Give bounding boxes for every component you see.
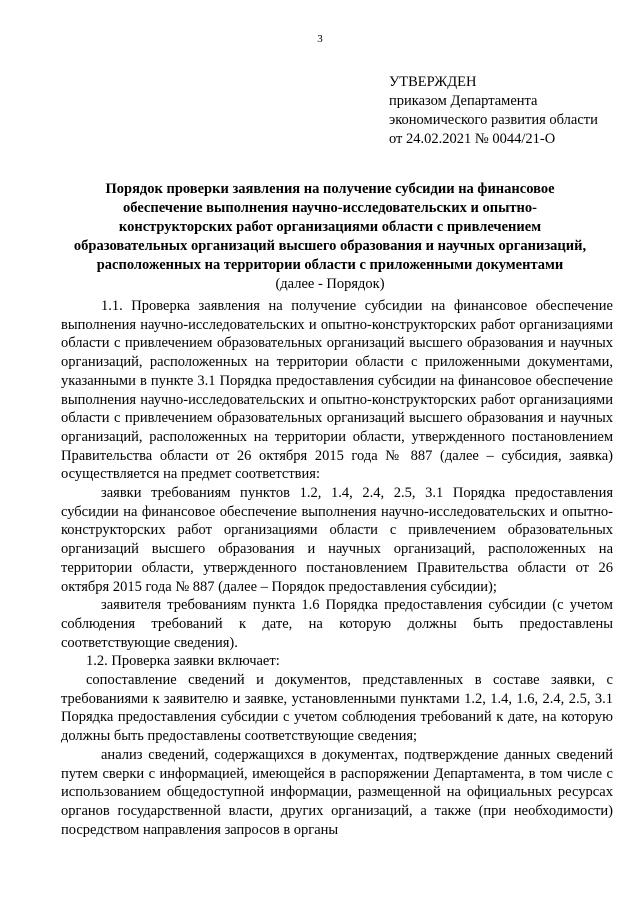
paragraph-comparison: сопоставление сведений и документов, представленных в составе заявки, с требованиями к заявителю и заявке, установленными пунктами 1.2, 1.4, 1.6, 2.4, 2.5, 3.1 Порядка предоставления субсидии с учетом соблюдения требований к дате, на которую должны быть предоставлены соответствующие сведения; xyxy=(61,672,613,745)
paragraph-applicant-requirements: заявителя требованиям пункта 1.6 Порядка предоставления субсидии (с учетом соблюдения требований к дате, на которую должны быть предоставлены соответствующие сведения). xyxy=(61,597,613,651)
approval-line: от 24.02.2021 № 0044/21-О xyxy=(389,131,556,147)
title-line: Порядок проверки заявления на получение субсидии на финансовое xyxy=(105,181,555,197)
paragraph-application-requirements: заявки требованиям пунктов 1.2, 1.4, 2.4, 2.5, 3.1 Порядка предоставления субсидии на финансовое обеспечение выполнения научно-исследовательских и опытно-конструкторских работ организациями области с привлечением образовательных организаций высшего образования и научных организаций, расположенных на территории области, утвержденного постановлением Правительства области от 26 октября 2015 года № 887 (далее – Порядок предоставления субсидии); xyxy=(61,485,613,595)
document-body xyxy=(61,297,613,839)
paragraph-analysis: анализ сведений, содержащихся в документах, подтверждение данных сведений путем сверки с информацией, имеющейся в распоряжении Департамента, в том числе с использованием общедоступной информации, размещенной на официальных ресурсах органов государственной власти, других организаций, а также (при необходимости) посредством направления запросов в органы xyxy=(61,746,613,838)
approval-stamp xyxy=(389,73,629,149)
approval-line: УТВЕРЖДЕН xyxy=(389,74,477,90)
approval-line: приказом Департамента xyxy=(389,93,538,109)
title-line: расположенных на территории области с приложенными документами xyxy=(96,257,564,273)
title-line: обеспечение выполнения научно-исследовательских и опытно- xyxy=(123,200,537,216)
page-number: 3 xyxy=(317,33,323,45)
approval-line: экономического развития области xyxy=(389,112,598,128)
paragraph-1-2: 1.2. Проверка заявки включает: xyxy=(86,653,280,670)
title-suffix: (далее - Порядок) xyxy=(275,276,385,292)
title-line: образовательных организаций высшего образования и научных организаций, xyxy=(73,238,587,254)
paragraph-1-1: 1.1. Проверка заявления на получение субсидии на финансовое обеспечение выполнения научно-исследовательских и опытно-конструкторских работ организациями области с привлечением образовательных организаций высшего образования и научных организаций, расположенных на территории области с приложенными документами, указанными в пункте 3.1 Порядка предоставления субсидии на финансовое обеспечение выполнения научно-исследовательских и опытно-конструкторских работ организациями области с привлечением образовательных организаций высшего образования и научных организаций, расположенных на территории области, утвержденного постановлением Правительства области от 26 октября 2015 года № 887 (далее – субсидия, заявка) осуществляется на предмет соответствия: xyxy=(61,298,613,483)
title-line: конструкторских работ организациями области с привлечением xyxy=(118,219,542,235)
document-title xyxy=(60,180,600,294)
